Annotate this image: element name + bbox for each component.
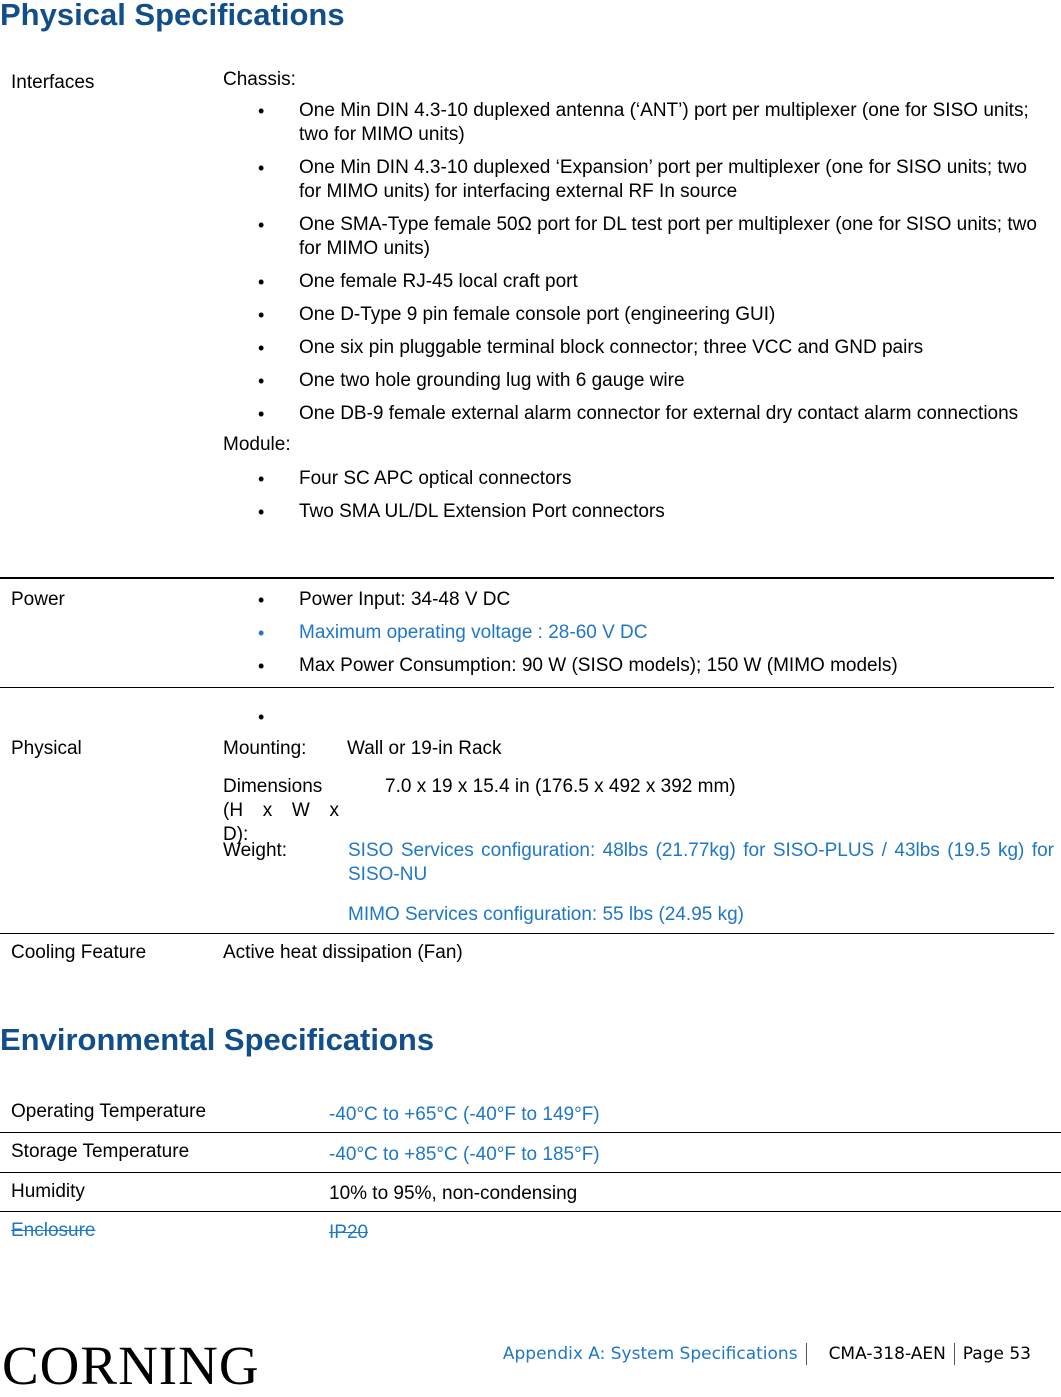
interfaces-content	[223, 68, 1054, 533]
page-footer	[495, 1343, 1039, 1365]
dimensions-label: Dimensions (H x W x D):	[223, 776, 339, 845]
footer-section: Appendix A: System Specifications	[502, 1344, 798, 1364]
chassis-list	[223, 99, 1054, 426]
weight-mimo: MIMO Services configuration: 55 lbs (24.95 kg)	[348, 904, 745, 925]
list-item: • Maximum operating voltage : 28-60 V DC	[223, 621, 1054, 645]
list-item: • Four SC APC optical connectors	[223, 467, 1054, 491]
row-divider	[0, 1172, 1061, 1173]
footer-doc-id: CMA-318-AEN	[828, 1344, 946, 1364]
power-content	[223, 588, 1054, 687]
mounting-label: Mounting:	[223, 738, 307, 759]
list-item: • Power Input: 34-48 V DC	[223, 588, 1054, 612]
weight-siso: SISO Services configuration: 48lbs (21.77kg) for SISO-PLUS / 43lbs (19.5 kg) for SISO-NU	[348, 840, 1054, 885]
env-row-value: -40°C to +65°C (-40°F to 149°F)	[329, 1104, 600, 1125]
row-divider	[0, 933, 1054, 934]
mounting-value: Wall or 19-in Rack	[347, 738, 502, 759]
list-item: • One SMA-Type female 50Ω port for DL test port per multiplexer (one for SISO units; two for MIMO units)	[223, 213, 1054, 261]
power-empty-bullet	[223, 696, 1054, 705]
env-row-label: Storage Temperature	[11, 1141, 190, 1162]
env-row-label: Enclosure	[11, 1220, 96, 1241]
list-item: • One D-Type 9 pin female console port (engineering GUI)	[223, 303, 1054, 327]
corning-logo-icon	[2, 1340, 312, 1392]
physical-label: Physical	[11, 738, 82, 759]
module-label: Module:	[223, 434, 291, 455]
list-item: • Two SMA UL/DL Extension Port connectors	[223, 500, 1054, 524]
list-item: • One six pin pluggable terminal block connector; three VCC and GND pairs	[223, 336, 1054, 360]
env-row-label: Operating Temperature	[11, 1101, 207, 1122]
list-item: • One Min DIN 4.3-10 duplexed antenna (‘ANT’) port per multiplexer (one for SISO units; two for MIMO units)	[223, 99, 1054, 147]
interfaces-label: Interfaces	[11, 72, 95, 93]
env-row-value: 10% to 95%, non-condensing	[329, 1183, 578, 1204]
weight-label: Weight:	[223, 840, 288, 861]
env-row-value: IP20	[329, 1222, 369, 1243]
row-divider	[0, 687, 1054, 688]
row-divider	[0, 1132, 1061, 1133]
environmental-specifications-heading: Environmental Specifications	[0, 1022, 435, 1057]
physical-specifications-heading: Physical Specifications	[0, 0, 345, 32]
row-divider	[0, 577, 1054, 579]
cooling-value: Active heat dissipation (Fan)	[223, 942, 463, 963]
physical-content	[223, 737, 1054, 925]
cooling-label: Cooling Feature	[11, 942, 147, 963]
chassis-label: Chassis:	[223, 69, 296, 90]
power-list	[223, 588, 1054, 678]
list-item: • One DB-9 female external alarm connector for external dry contact alarm connections	[223, 402, 1054, 426]
list-item: • One two hole grounding lug with 6 gauge wire	[223, 369, 1054, 393]
list-item: • Max Power Consumption: 90 W (SISO models); 150 W (MIMO models)	[223, 654, 1054, 678]
corning-logo-text: CORNING	[2, 1340, 260, 1392]
corning-logo	[2, 1340, 312, 1397]
list-item: • One Min DIN 4.3-10 duplexed ‘Expansion’ port per multiplexer (one for SISO units; two for MIMO units) for interfacing external RF In source	[223, 156, 1054, 204]
module-list	[223, 467, 1054, 524]
footer-page-number: Page 53	[962, 1344, 1031, 1364]
dimensions-value: 7.0 x 19 x 15.4 in (176.5 x 492 x 392 mm)	[385, 776, 736, 797]
list-item: • One female RJ-45 local craft port	[223, 270, 1054, 294]
row-divider	[0, 1211, 1061, 1212]
env-row-value: -40°C to +85°C (-40°F to 185°F)	[329, 1144, 600, 1165]
env-row-label: Humidity	[11, 1181, 85, 1202]
power-label: Power	[11, 589, 65, 610]
